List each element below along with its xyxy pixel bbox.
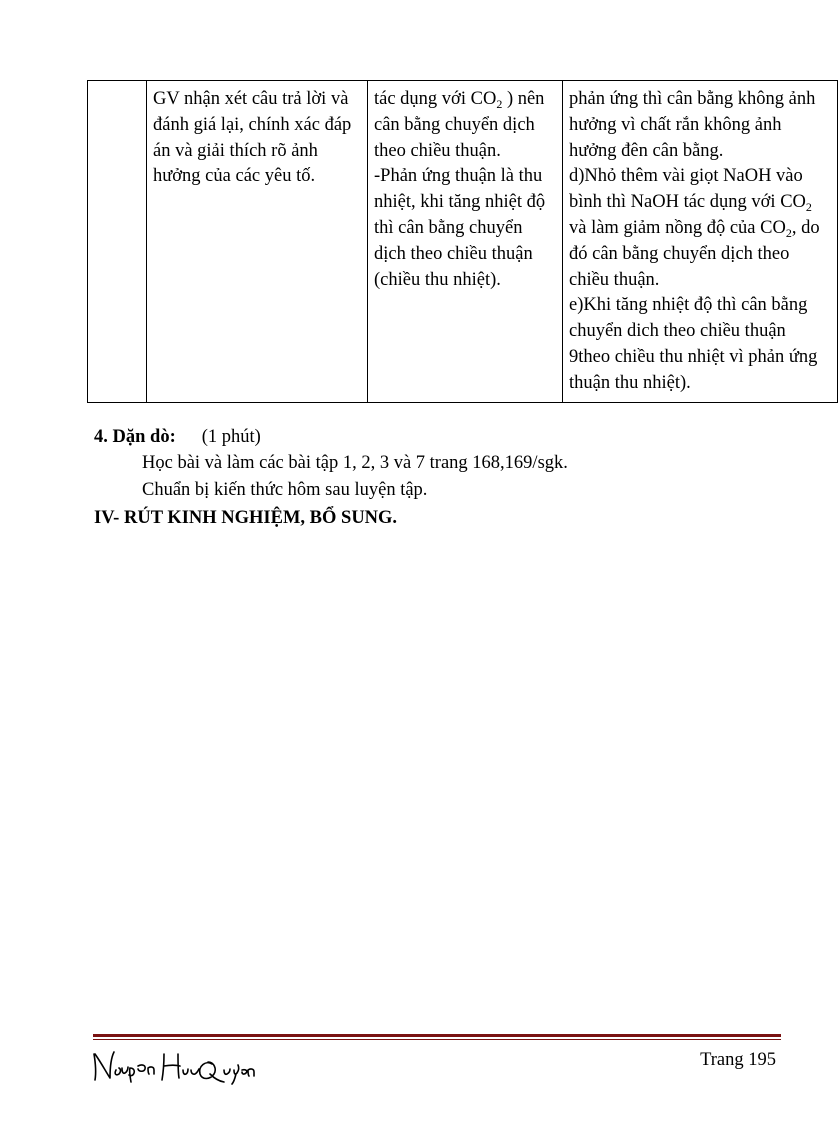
table-row: [88, 81, 838, 403]
page-number: Trang 195: [700, 1050, 776, 1070]
homework-time: (1 phút): [201, 427, 261, 447]
subscript: 2: [785, 225, 792, 240]
table-cell-teacher-activity: [147, 81, 368, 403]
table-cell-student-activity: [368, 81, 563, 403]
text-span: ) nên cân bằng chuyển dịch theo chiều thuận.: [374, 89, 545, 161]
heat-effect-text: e)Khi tăng nhiệt độ thì cân bằng chuyển dich theo chiều thuận 9theo chiều thu nhiệt vì phản ứng thuận thu nhiệt).: [569, 295, 818, 393]
teacher-feedback-text: GV nhận xét câu trả lời và đánh giá lại, chính xác đáp án và giải thích rõ ảnh hưởng của các yêu tố.: [153, 89, 352, 187]
table-cell-empty: [88, 81, 147, 403]
homework-heading-line: [94, 425, 261, 450]
text-span: và làm giảm nồng độ của CO: [569, 217, 786, 238]
text-span: , do đó cân bằng chuyển dịch theo chiều thuận.: [569, 217, 820, 290]
table-cell-content: [563, 81, 838, 403]
homework-line-1: Học bài và làm các bài tập 1, 2, 3 và 7 trang 168,169/sgk.: [142, 453, 568, 473]
author-signature: [88, 1044, 268, 1088]
text-span: tác dụng với CO: [374, 89, 497, 109]
section-title: IV- RÚT KINH NGHIỆM, BỔ SUNG.: [94, 508, 398, 528]
subscript: 2: [805, 200, 812, 215]
homework-heading: 4. Dặn dò:: [94, 427, 176, 447]
footer-rule-thick: [93, 1034, 781, 1037]
co2-effect-text: [374, 87, 556, 164]
temperature-effect-text: -Phản ứng thuận là thu nhiệt, khi tăng nhiệt độ thì cân bằng chuyển dịch theo chiều thuận (chiều thu nhiệt).: [374, 166, 546, 290]
lesson-table: [87, 80, 838, 403]
footer-rule-thin: [93, 1039, 781, 1040]
solid-effect-text: phản ứng thì cân bằng không ảnh hưởng vì chất rắn không ảnh hưởng đên cân bằng.: [569, 89, 816, 161]
homework-line-2: Chuẩn bị kiến thức hôm sau luyện tập.: [142, 480, 428, 500]
subscript: 2: [496, 97, 503, 111]
text-span: d)Nhỏ thêm vài giọt NaOH vào bình thì NaOH tác dụng với CO: [569, 166, 806, 213]
naoh-effect-text: [569, 164, 831, 293]
